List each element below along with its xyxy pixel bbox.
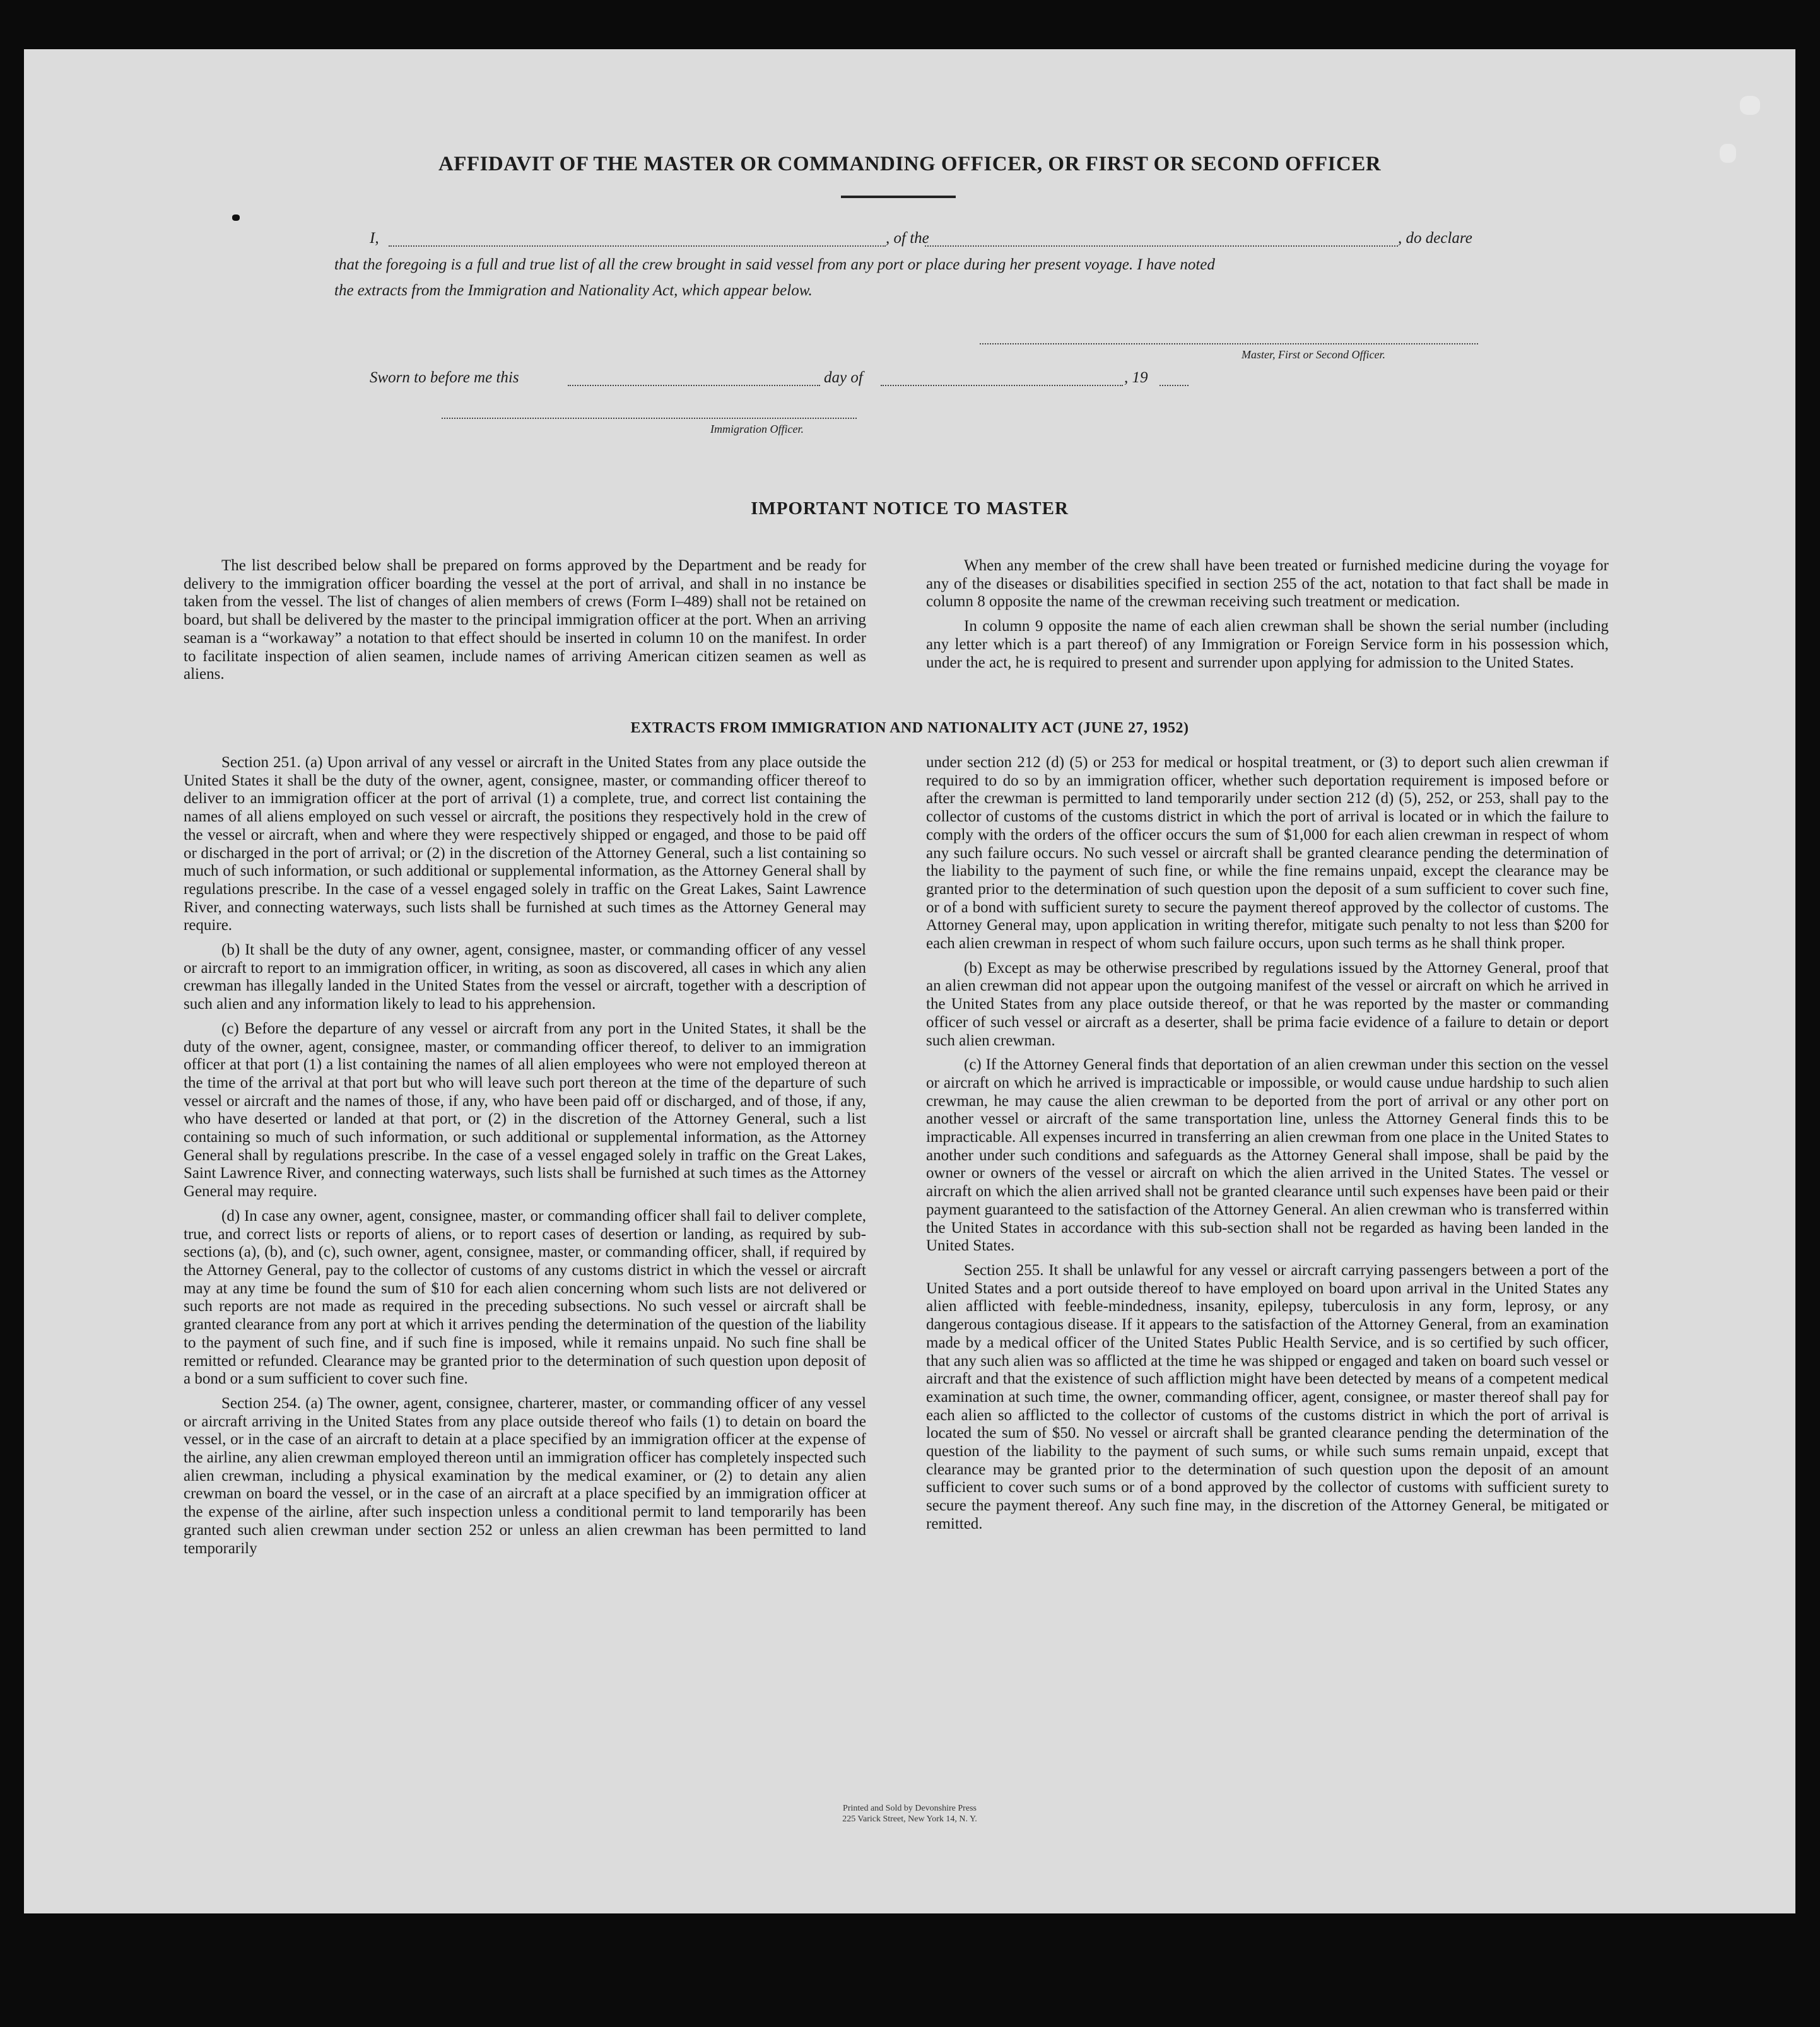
punch-hole-mark	[1720, 144, 1736, 163]
notice-paragraph: When any member of the crew shall have been treated or furnished medicine during the voyage for any of the diseases or disabilities specified in section 255 of the act, notation to that fact shall be made in column 8 opposite the name of the crewman receiving such treatment or medication.	[926, 557, 1609, 611]
notice-title: IMPORTANT NOTICE TO MASTER	[751, 498, 1069, 519]
sworn-day-field[interactable]	[568, 385, 820, 386]
extracts-right-column	[926, 754, 1609, 1540]
section-paragraph: under section 212 (d) (5) or 253 for medical or hospital treatment, or (3) to deport such alien crewman if required to do so by an immigration officer, whether such deportation requirement is imposed before or after the crewman is permitted to land temporarily under section 212 (d) (5), 252, or 253, shall pay to the collector of customs of the customs district in which the port of arrival is located or in which the failure to comply with the orders of the officer occurs the sum of $1,000 for each alien crewman in respect of whom any such failure occurs. No such vessel or aircraft shall be granted clearance pending the determination of the liability to the payment of such fine, or while the fine remains unpaid, except the clearance may be granted prior to the determination of such question upon the deposit of a sum sufficient to cover such fine, or of a bond with sufficient surety to secure the payment thereof approved by the collector of customs. The Attorney General may, upon application in writing therefor, mitigate such penalty to not less than $200 for each alien crewman in respect of whom such failure occurs, upon such terms as he shall think proper.	[926, 754, 1609, 953]
extracts-title: EXTRACTS FROM IMMIGRATION AND NATIONALITY ACT (JUNE 27, 1952)	[630, 720, 1189, 736]
section-paragraph: (d) In case any owner, agent, consignee, master, or commanding officer shall fail to deliver complete, true, and correct lists or reports of aliens, or to report cases of desertion or landing, as required by sub-sections (a), (b), and (c), such owner, agent, consignee, master, or commanding officer, shall, if required by the Attorney General, pay to the collector of customs of any customs district in which the vessel or aircraft may at any time be found the sum of $10 for each alien concerning whom such lists are not delivered or such reports are not made as required in the preceding subsections. No such vessel or aircraft shall be granted clearance from any port at which it arrives pending the determination of the question of the liability to the payment of such fine, and if such fine is imposed, while it remains unpaid. No such fine shall be remitted or refunded. Clearance may be granted prior to the determination of such question upon deposit of a bond or a sum sufficient to cover such fine.	[184, 1207, 866, 1388]
affidavit-title: AFFIDAVIT OF THE MASTER OR COMMANDING OFFICER, OR FIRST OR SECOND OFFICER	[438, 153, 1382, 175]
sworn-label: Sworn to before me this	[370, 369, 519, 386]
footer-line-2: 225 Varick Street, New York 14, N. Y.	[842, 1814, 977, 1824]
sworn-year-field[interactable]	[1160, 385, 1189, 386]
section-paragraph: Section 254. (a) The owner, agent, consignee, charterer, master, or commanding officer of any vessel or aircraft arriving in the United States from any place outside thereof who fails (1) to detain on board the vessel, or in the case of an aircraft to detain at a place specified by an immigration officer at the expense of the airline, any alien crewman employed thereon until an immigration officer has completely inspected such alien crewman, including a physical examination by the medical examiner, or (2) to detain any alien crewman on board the vessel, or in the case of an aircraft at a place specified by an immigration officer at the expense of the airline, after such inspection unless a conditional permit to land temporarily has been granted such alien crewman under section 252 or unless an alien crewman has been permitted to land temporarily	[184, 1394, 866, 1557]
sworn-month-field[interactable]	[881, 385, 1123, 386]
officer-signature-field[interactable]	[442, 418, 857, 419]
footer-line-1: Printed and Sold by Devonshire Press	[843, 1804, 977, 1813]
vessel-field[interactable]	[925, 245, 1398, 247]
notice-left-column	[184, 557, 866, 690]
section-paragraph: (c) If the Attorney General finds that deportation of an alien crewman under this section on the vessel or aircraft on which he arrived is impracticable or impossible, or would cause undue hardship to such alien crewman, he may cause the alien crewman to be deported from the port of arrival or any other port on another vessel or aircraft of the same transportation line, unless the Attorney General finds this to be impracticable. All expenses incurred in transferring an alien crewman from one place in the United States to another under such conditions and safeguards as the Attorney General shall impose, shall be paid by the owner or owners of the vessel or aircraft on which the alien arrived in the United States. The vessel or aircraft on which the alien arrived shall not be granted clearance until such expenses have been paid or their payment guaranteed to the satisfaction of the Attorney General. An alien crewman who is transferred within the United States in accordance with this sub-section shall not be regarded as having been landed in the United States.	[926, 1056, 1609, 1255]
scan-speck	[232, 214, 240, 221]
section-paragraph: Section 251. (a) Upon arrival of any vessel or aircraft in the United States from any place outside the United States it shall be the duty of the owner, agent, consignee, master, or commanding officer thereof to deliver to an immigration officer at the port of arrival (1) a complete, true, and correct list containing the names of all aliens employed on such vessel or aircraft, the positions they respectively hold in the crew of the vessel or aircraft, when and where they were respectively shipped or engaged, and those to be paid off or discharged in the port of arrival; or (2) in the discretion of the Attorney General, such a list containing so much of such information, or such additional or supplemental information, as the Attorney General shall by regulations prescribe. In the case of a vessel engaged solely in traffic on the Great Lakes, Saint Lawrence River, and connecting waterways, such lists shall be furnished at such times as the Attorney General may require.	[184, 754, 866, 934]
title-underline	[841, 196, 956, 198]
name-field[interactable]	[389, 245, 886, 247]
section-paragraph: (c) Before the departure of any vessel or aircraft from any port in the United States, it shall be the duty of the owner, agent, consignee, master, or commanding officer thereof, to deliver to an immigration officer at that port (1) a list containing the names of all alien employees who were not employed thereon at the time of the arrival at that port but who will leave such port thereon at the time of the departure of such vessel or aircraft and the names of those, if any, who have been paid off or discharged, and of those, if any, who have deserted or landed at that port, or (2) in the discretion of the Attorney General, such a list containing so much of such information, or such additional or supplemental information, as the Attorney General shall by regulations prescribe. In the case of a vessel engaged solely in traffic on the Great Lakes, Saint Lawrence River, and connecting waterways, such lists shall be furnished at such times as the Attorney General may require.	[184, 1019, 866, 1201]
day-of-label: day of	[824, 369, 863, 386]
document-page	[24, 49, 1795, 1913]
notice-paragraph: In column 9 opposite the name of each alien crewman shall be shown the serial number (including any letter which is a part thereof) of any Immigration or Foreign Service form in his possession which, under the act, he is required to present and surrender upon applying for admission to the United States.	[926, 618, 1609, 671]
declaration-line-2: that the foregoing is a full and true list of all the crew brought in said vessel from any port or place during her present voyage. I have noted	[334, 256, 1215, 273]
master-caption: Master, First or Second Officer.	[1242, 348, 1385, 361]
notice-right-column	[926, 557, 1609, 678]
punch-hole-mark	[1740, 96, 1760, 115]
year-label: , 19	[1124, 369, 1148, 386]
section-paragraph: Section 255. It shall be unlawful for any vessel or aircraft carrying passengers between a port of the United States and a port outside thereof to have employed on board upon arrival in the United States any alien afflicted with feeble-mindedness, insanity, epilepsy, tuberculosis in any form, leprosy, or any dangerous contagious disease. If it appears to the satisfaction of the Attorney General, from an examination made by a medical officer of the United States Public Health Service, and is so certified by such officer, that any such alien was so afflicted at the time he was shipped or engaged and taken on board such vessel or aircraft and that the existence of such affliction might have been detected by means of a competent medical examination at such time, the owner, commanding officer, agent, consignee, or master thereof shall pay for each alien so afflicted to the collector of customs of the customs district in which the port of arrival is located the sum of $50. No vessel or aircraft shall be granted clearance pending the determination of the question of the liability to the payment of such sums, or while such sums remain unpaid, except that clearance may be granted prior to the determination of such question upon the deposit of an amount sufficient to cover such sums or of a bond approved by the collector of customs with sufficient surety to secure the payment thereof. Any such fine may, in the discretion of the Attorney General, be mitigated or remitted.	[926, 1261, 1609, 1532]
of-the-label: , of the	[886, 230, 929, 247]
section-paragraph: (b) Except as may be otherwise prescribed by regulations issued by the Attorney General, proof that an alien crewman did not appear upon the outgoing manifest of the vessel or aircraft on which he arrived in the United States from any place outside thereof, or that he was reported by the master or commanding officer of such vessel or aircraft as a deserter, shall be prima facie evidence of a failure to detain or deport such alien crewman.	[926, 959, 1609, 1049]
do-declare-label: , do declare	[1398, 230, 1472, 247]
printer-footer	[24, 1803, 1795, 1824]
officer-caption: Immigration Officer.	[710, 423, 804, 435]
section-paragraph: (b) It shall be the duty of any owner, agent, consignee, master, or commanding officer of any vessel or aircraft to report to an immigration officer, in writing, as soon as discovered, all cases in which any alien crewman has illegally landed in the United States from the vessel or aircraft, together with a description of such alien and any information likely to lead to his apprehension.	[184, 941, 866, 1013]
extracts-left-column	[184, 754, 866, 1564]
declaration-line-3: the extracts from the Immigration and Nationality Act, which appear below.	[334, 282, 813, 299]
notice-paragraph: The list described below shall be prepared on forms approved by the Department and be ready for delivery to the immigration officer boarding the vessel at the port of arrival, and shall in no instance be taken from the vessel. The list of changes of alien members of crews (Form I–489) shall not be retained on board, but shall be delivered by the master to the principal immigration officer at the port. When an arriving seaman is a “workaway” a notation to that effect should be inserted in column 10 on the manifest. In order to facilitate inspection of alien seamen, include names of arriving American citizen seamen as well as aliens.	[184, 557, 866, 683]
i-label: I,	[370, 230, 379, 247]
master-signature-field[interactable]	[980, 343, 1478, 344]
